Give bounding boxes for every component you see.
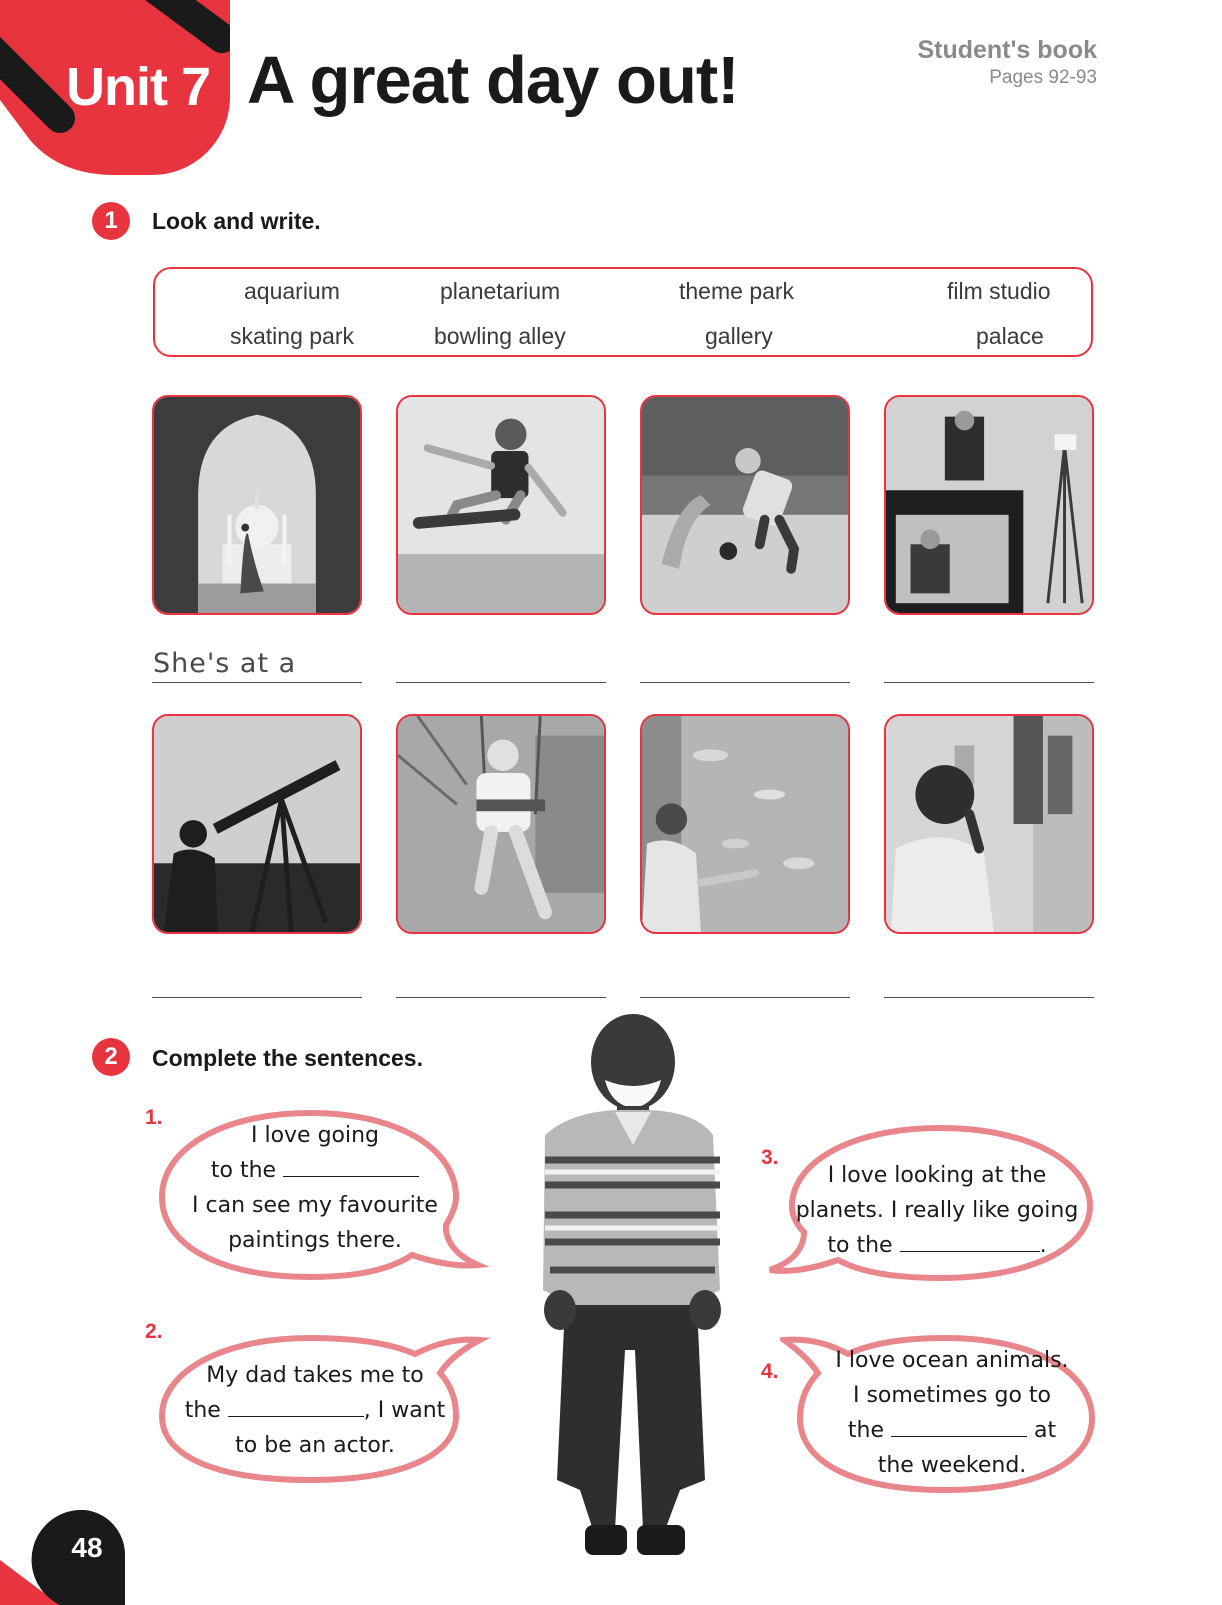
activity-2-number: 2 bbox=[92, 1038, 130, 1076]
word-bank-item: palace bbox=[976, 323, 1044, 349]
answer-line[interactable] bbox=[884, 682, 1094, 683]
aquarium-photo bbox=[640, 714, 850, 934]
bubble-3-number: 3. bbox=[761, 1146, 779, 1169]
bubble-1-line-4: paintings there. bbox=[228, 1228, 402, 1253]
bubble-4-line-3b: at bbox=[1034, 1418, 1057, 1443]
bubble-3-line-2: planets. I really like going bbox=[795, 1198, 1079, 1223]
word-bank-item: film studio bbox=[947, 278, 1051, 304]
activity-1-number: 1 bbox=[92, 202, 130, 240]
page-title: A great day out! bbox=[247, 43, 739, 118]
skating-park-photo bbox=[396, 395, 606, 615]
example-answer: She's at a bbox=[153, 648, 297, 679]
bubble-1-line-1: I love going bbox=[250, 1123, 380, 1148]
page-number: 48 bbox=[71, 1532, 103, 1563]
bowling-alley-photo bbox=[640, 395, 850, 615]
answer-line[interactable] bbox=[640, 997, 850, 998]
planetarium-photo bbox=[152, 714, 362, 934]
word-bank-item: theme park bbox=[679, 278, 795, 304]
bubble-1-text bbox=[180, 1118, 450, 1258]
gallery-photo bbox=[884, 714, 1094, 934]
bubble-1-line-3: I can see my favourite bbox=[192, 1193, 438, 1218]
activity-1-instruction: Look and write. bbox=[152, 208, 321, 234]
bubble-2-number: 2. bbox=[145, 1320, 163, 1343]
bubble-4-line-1: I love ocean animals. bbox=[835, 1348, 1069, 1373]
theme-park-photo bbox=[396, 714, 606, 934]
answer-line[interactable] bbox=[396, 997, 606, 998]
bubble-4-text bbox=[812, 1343, 1092, 1483]
bubble-1-number: 1. bbox=[145, 1106, 163, 1129]
word-bank-item: gallery bbox=[705, 323, 773, 349]
palace-photo bbox=[152, 395, 362, 615]
bubble-4-line-2: I sometimes go to bbox=[852, 1383, 1052, 1408]
film-studio-photo bbox=[884, 395, 1094, 615]
bubble-3-line-3b: . bbox=[1039, 1233, 1047, 1258]
bubble-4-line-4: the weekend. bbox=[877, 1453, 1027, 1478]
answer-blank[interactable] bbox=[891, 1416, 1027, 1437]
answer-blank[interactable] bbox=[900, 1231, 1040, 1252]
word-bank-item: bowling alley bbox=[434, 323, 566, 349]
activity-2-instruction: Complete the sentences. bbox=[152, 1045, 423, 1071]
bubble-4-line-3: the bbox=[847, 1418, 884, 1443]
bubble-3-line-1: I love looking at the bbox=[827, 1163, 1047, 1188]
unit-label: Unit 7 bbox=[66, 57, 211, 117]
reference-book: Student's book bbox=[917, 36, 1097, 64]
bubble-2-text bbox=[170, 1358, 460, 1463]
bubble-4-number: 4. bbox=[761, 1360, 779, 1383]
answer-line[interactable] bbox=[396, 682, 606, 683]
answer-line[interactable] bbox=[640, 682, 850, 683]
bubble-3-line-3: to the bbox=[827, 1233, 893, 1258]
answer-line[interactable] bbox=[152, 682, 362, 683]
bubble-2-line-1: My dad takes me to bbox=[206, 1363, 424, 1388]
word-bank-item: planetarium bbox=[440, 278, 561, 304]
word-bank-item: skating park bbox=[230, 323, 355, 349]
bubble-1-line-2: to the bbox=[210, 1158, 277, 1183]
word-bank-item: aquarium bbox=[244, 278, 340, 304]
answer-line[interactable] bbox=[152, 997, 362, 998]
bubble-3-text bbox=[792, 1158, 1082, 1263]
bubble-2-line-3: to be an actor. bbox=[235, 1433, 395, 1458]
reference-pages: Pages 92-93 bbox=[989, 67, 1097, 88]
bubble-2-line-2: the bbox=[184, 1398, 221, 1423]
bubble-2-line-2b: , I want bbox=[363, 1398, 446, 1423]
boy-photo bbox=[515, 1010, 745, 1580]
answer-blank[interactable] bbox=[228, 1396, 364, 1417]
answer-blank[interactable] bbox=[283, 1156, 419, 1177]
answer-line[interactable] bbox=[884, 997, 1094, 998]
